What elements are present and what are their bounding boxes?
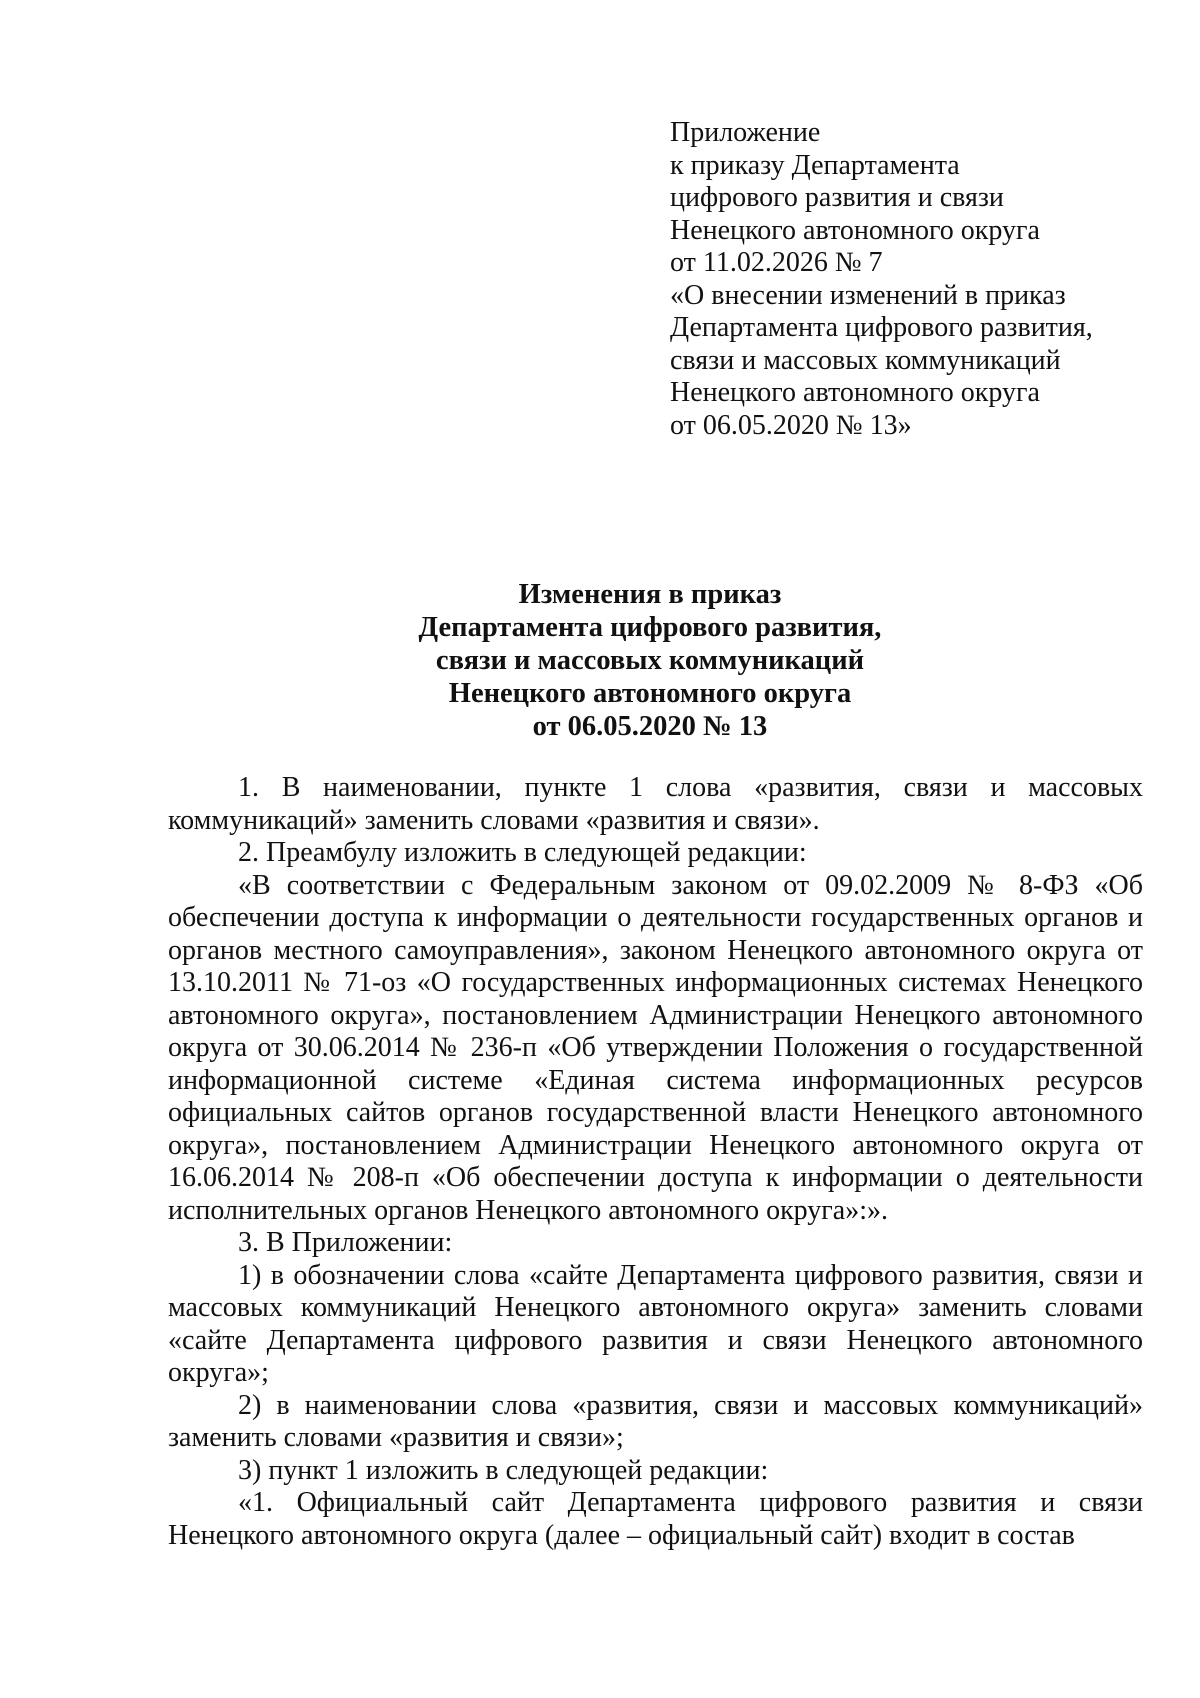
paragraph-subitem-3-text: «1. Официальный сайт Департамента цифрового развития и связи Ненецкого автономного округа (далее – официальный сайт) входит в состав bbox=[168, 1487, 1143, 1551]
approval-block bbox=[670, 117, 1140, 442]
heading-line: Изменения в приказ bbox=[518, 579, 782, 610]
heading-line: от 06.05.2020 № 13 bbox=[532, 711, 768, 742]
approval-line: Департамента цифрового развития, bbox=[670, 312, 1093, 343]
paragraph-item-2: 2. Преамбулу изложить в следующей редакции: bbox=[238, 837, 807, 868]
paragraph-subitem-1: 1) в обозначении слова «сайте Департамента цифрового развития, связи и массовых коммуникаций Ненецкого автономного округа» заменить словами «сайте Департамента цифрового развития и связи Ненецкого автономного округа»; bbox=[168, 1259, 1143, 1388]
document-body bbox=[168, 772, 1143, 1552]
approval-line: от 11.02.2026 № 7 bbox=[670, 247, 883, 278]
approval-line: к приказу Департамента bbox=[670, 149, 960, 181]
document-heading bbox=[160, 578, 1140, 743]
paragraph-preamble-text: «В соответствии с Федеральным законом от 09.02.2009 № 8-ФЗ «Об обеспечении доступа к информации о деятельности государственных органов и органов местного самоуправления», законом Ненецкого автономного округа от 13.10.2011 № 71-оз «О государственных информационных системах Ненецкого автономного округа», постановлением Администрации Ненецкого автономного округа от 30.06.2014 № 236-п «Об утверждении Положения о государственной информационной системе «Единая система информационных ресурсов официальных сайтов органов государственной власти Ненецкого автономного округа», постановлением Администрации Ненецкого автономного округа от 16.06.2014 № 208-п «Об обеспечении доступа к информации о деятельности исполнительных органов Ненецкого автономного округа»:». bbox=[168, 869, 1143, 1226]
approval-line: Ненецкого автономного округа bbox=[670, 214, 1040, 246]
approval-line: цифрового развития и связи bbox=[670, 182, 1004, 213]
paragraph-item-1: 1. В наименовании, пункте 1 слова «развития, связи и массовых коммуникаций» заменить словами «развития и связи». bbox=[168, 772, 1143, 836]
paragraph-item-3: 3. В Приложении: bbox=[238, 1227, 453, 1258]
approval-line: Приложение bbox=[670, 117, 821, 148]
approval-line: связи и массовых коммуникаций bbox=[670, 344, 1061, 376]
approval-line: Ненецкого автономного округа bbox=[670, 377, 1040, 408]
approval-line: от 06.05.2020 № 13» bbox=[670, 409, 912, 441]
approval-line: «О внесении изменений в приказ bbox=[670, 279, 1066, 311]
heading-line: Ненецкого автономного округа bbox=[448, 678, 852, 709]
heading-line: связи и массовых коммуникаций bbox=[435, 645, 865, 676]
heading-line: Департамента цифрового развития, bbox=[418, 612, 882, 643]
paragraph-subitem-2: 2) в наименовании слова «развития, связи и массовых коммуникаций» заменить словами «развития и связи»; bbox=[168, 1389, 1143, 1453]
paragraph-subitem-3: 3) пункт 1 изложить в следующей редакции: bbox=[238, 1454, 769, 1486]
